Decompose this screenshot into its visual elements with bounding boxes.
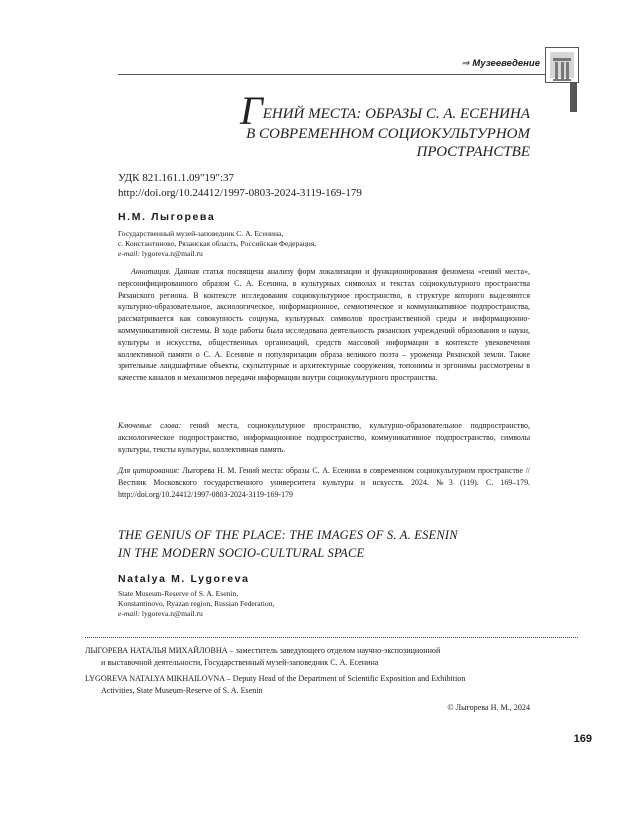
- author-email-en: e-mail: lygoreva.n@mail.ru: [118, 609, 203, 618]
- section-name: Музееведение: [472, 58, 540, 69]
- udc-code: УДК 821.161.1.09"19":37: [118, 172, 235, 184]
- abstract-text: Данная статья посвящена анализу форм локализации и функционирования феномена «гений места», персонифицированного образом С. А. Есенина, в культурных символах и текстах социокультурного пространства Рязанского региона. В контексте исследования социокультурное пространство, в структуре которого выделяются культурно-образовательное, аксиологическое, информационное, семиотическое и коммуникативное подпространства, рассматривается как совокупность социума, культурных символов пространственной среды и информационно-коммуникативной системы. В ходе работы была исследована деятельность рязанских учреждений образования и науки, культуры и искусства, общественных организаций, средств массовой информации в контексте увековечения коллективной памяти о С. А. Есенине и популяризации образа великого поэта – уроженца Рязанской земли. Также зрительные ландшафтные объекты, скульптурные и архитектурные сооружения, топонимы и эргонимы рассмотрены в качестве каналов и механизмов передачи информации внутри социокультурного пространства.: [118, 267, 530, 383]
- author-name: Н.М. Лыгорева: [118, 211, 216, 223]
- abstract: [118, 266, 530, 384]
- article-title-line1: ГЕНИЙ МЕСТА: ОБРАЗЫ С. А. ЕСЕНИНА: [239, 88, 530, 133]
- keywords: [118, 420, 530, 455]
- header-rule: [118, 74, 546, 75]
- keywords-text: гений места, социокультурное пространство, культурно-образовательное подпространство, аксиологическое подпространство, информационное подпространство, коммуникативное подпространство, символы культуры, тексты культуры, коллективная память.: [118, 421, 530, 454]
- doi-link[interactable]: http://doi.org/10.24412/1997-0803-2024-3119-169-179: [118, 187, 362, 199]
- citation: [118, 465, 530, 500]
- english-title-line1: THE GENIUS OF THE PLACE: THE IMAGES OF S. A. ESENIN: [118, 528, 458, 542]
- keywords-label: Ключевые слова:: [118, 421, 182, 430]
- english-title-line2: IN THE MODERN SOCIO-CULTURAL SPACE: [118, 546, 365, 560]
- author-affiliation: Государственный музей-заповедник С. А. Есенина,: [118, 229, 284, 238]
- article-title-line2: В СОВРЕМЕННОМ СОЦИОКУЛЬТУРНОМ: [246, 126, 530, 142]
- title-initial: Г: [239, 88, 263, 133]
- journal-logo: [545, 47, 579, 83]
- arrow-icon: ⇒: [461, 58, 470, 69]
- author-location-en: Konstantinovo, Ryazan region, Russian Federation,: [118, 599, 275, 608]
- bio-ru: ЛЫГОРЕВА НАТАЛЬЯ МИХАЙЛОВНА – заместитель заведующего отделом научно-экспозиционной и выставочной деятельности, Государственный музей-заповедник С. А. Есенина: [85, 646, 441, 667]
- header-decoration: [570, 82, 577, 112]
- dotted-divider: [85, 637, 578, 638]
- page-number: 169: [573, 733, 592, 745]
- bio-en: LYGOREVA NATALYA MIKHAILOVNA – Deputy Head of the Department of Scientific Exposition and Exhibition Activities, State Museum-Reserve of S. A. Esenin: [85, 674, 466, 695]
- author-email: e-mail: lygoreva.n@mail.ru: [118, 249, 203, 258]
- column-icon: [550, 52, 574, 78]
- citation-label: Для цитирования:: [118, 466, 180, 475]
- abstract-label: Аннотация.: [131, 267, 171, 276]
- author-affiliation-en: State Museum-Reserve of S. A. Esenin,: [118, 589, 239, 598]
- author-location: с. Константиново, Рязанская область, Российская Федерация,: [118, 239, 317, 248]
- author-name-en: Natalya M. Lygoreva: [118, 573, 250, 585]
- article-title-line3: ПРОСТРАНСТВЕ: [416, 144, 530, 160]
- citation-text: Лыгорева Н. М. Гений места: образы С. А. Есенина в современном социокультурном пространстве // Вестник Московского государственного университета культуры и искусств. 2024. №3 (119). С. 169–179. http://doi.org/10.24412/1997-0803-2024-3119-169-179: [118, 466, 530, 499]
- running-header: [430, 58, 540, 69]
- copyright: © Лыгорева Н. М., 2024: [447, 703, 530, 712]
